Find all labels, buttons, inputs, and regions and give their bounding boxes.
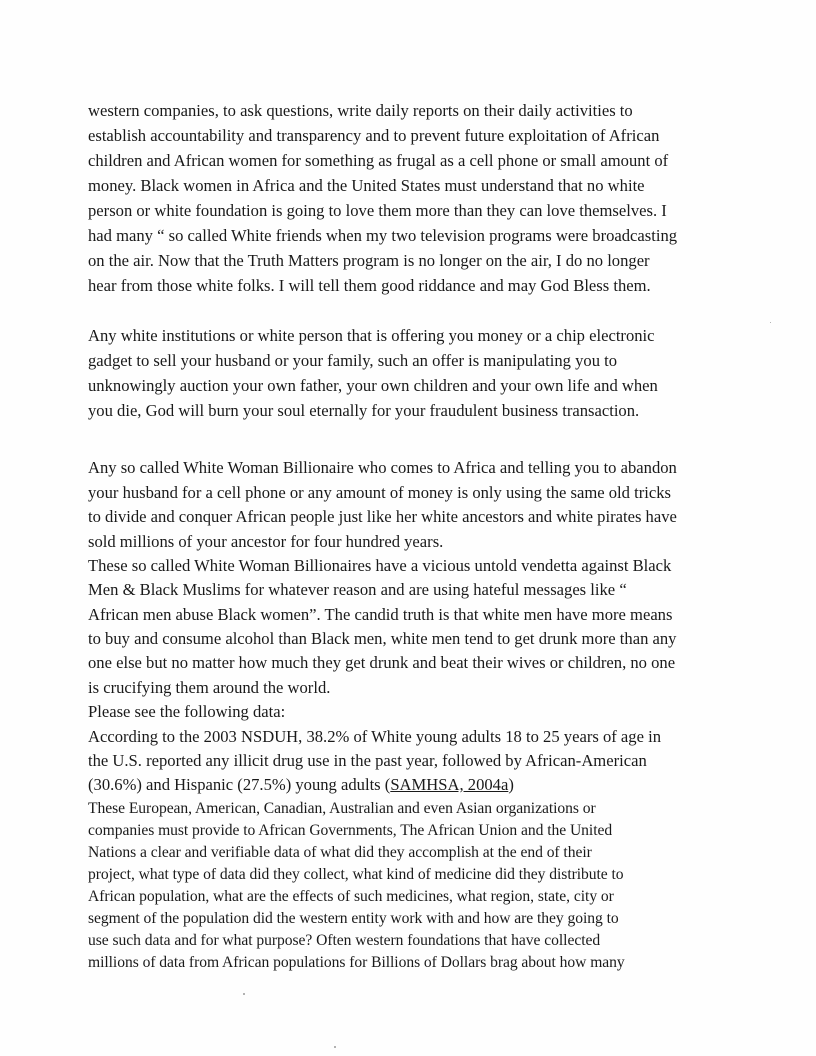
citation-text-before: (30.6%) and Hispanic (27.5%) young adults ( <box>88 775 391 794</box>
text-line: use such data and for what purpose? Often western foundations that have collected <box>88 932 601 949</box>
text-line: African men abuse Black women”. The candid truth is that white men have more means <box>88 605 673 624</box>
text-line: Any so called White Woman Billionaire who comes to Africa and telling you to abandon <box>88 458 677 477</box>
text-line: gadget to sell your husband or your family, such an offer is manipulating you to <box>88 351 618 370</box>
text-line: These European, American, Canadian, Australian and even Asian organizations or <box>88 800 596 817</box>
scan-speck <box>770 322 771 323</box>
text-line: children and African women for something as frugal as a cell phone or small amount of <box>88 151 669 170</box>
text-line: person or white foundation is going to love them more than they can love themselves. I <box>88 201 667 220</box>
text-line: had many “ so called White friends when my two television programs were broadcasting <box>88 226 678 245</box>
text-line: companies must provide to African Governments, The African Union and the United <box>88 822 613 839</box>
samhsa-citation-link[interactable]: SAMHSA, 2004a <box>390 775 509 794</box>
text-line: you die, God will burn your soul eternally for your fraudulent business transaction. <box>88 401 640 420</box>
text-line: sold millions of your ancestor for four hundred years. <box>88 532 444 551</box>
text-line: establish accountability and transparency and to prevent future exploitation of African <box>88 126 660 145</box>
text-line: money. Black women in Africa and the United States must understand that no white <box>88 176 645 195</box>
text-line: According to the 2003 NSDUH, 38.2% of White young adults 18 to 25 years of age in <box>88 727 662 746</box>
text-line: to divide and conquer African people just like her white ancestors and white pirates have <box>88 507 677 526</box>
citation-line <box>88 775 514 795</box>
text-line: western companies, to ask questions, write daily reports on their daily activities to <box>88 101 633 120</box>
text-line: is crucifying them around the world. <box>88 678 331 697</box>
text-line: Nations a clear and verifiable data of what did they accomplish at the end of their <box>88 844 592 861</box>
text-line: unknowingly auction your own father, your own children and your own life and when <box>88 376 658 395</box>
text-line: the U.S. reported any illicit drug use in the past year, followed by African-American <box>88 751 647 770</box>
text-line: Any white institutions or white person that is offering you money or a chip electronic <box>88 326 655 345</box>
text-line: These so called White Woman Billionaires have a vicious untold vendetta against Black <box>88 556 672 575</box>
scan-speck <box>334 1046 336 1048</box>
text-line: one else but no matter how much they get drunk and beat their wives or children, no one <box>88 653 676 672</box>
text-line: your husband for a cell phone or any amount of money is only using the same old tricks <box>88 483 671 502</box>
text-line: millions of data from African populations for Billions of Dollars brag about how many <box>88 954 625 971</box>
scan-speck <box>243 993 245 995</box>
citation-text-after: ) <box>508 775 514 794</box>
text-line: project, what type of data did they collect, what kind of medicine did they distribute to <box>88 866 624 883</box>
text-line: to buy and consume alcohol than Black men, white men tend to get drunk more than any <box>88 629 677 648</box>
text-line: Men & Black Muslims for whatever reason and are using hateful messages like “ <box>88 580 627 599</box>
text-line: African population, what are the effects of such medicines, what region, state, city or <box>88 888 614 905</box>
text-line: on the air. Now that the Truth Matters program is no longer on the air, I do no longer <box>88 251 650 270</box>
text-line: hear from those white folks. I will tell them good riddance and may God Bless them. <box>88 276 651 295</box>
text-line: segment of the population did the western entity work with and how are they going to <box>88 910 619 927</box>
text-line: Please see the following data: <box>88 702 286 721</box>
